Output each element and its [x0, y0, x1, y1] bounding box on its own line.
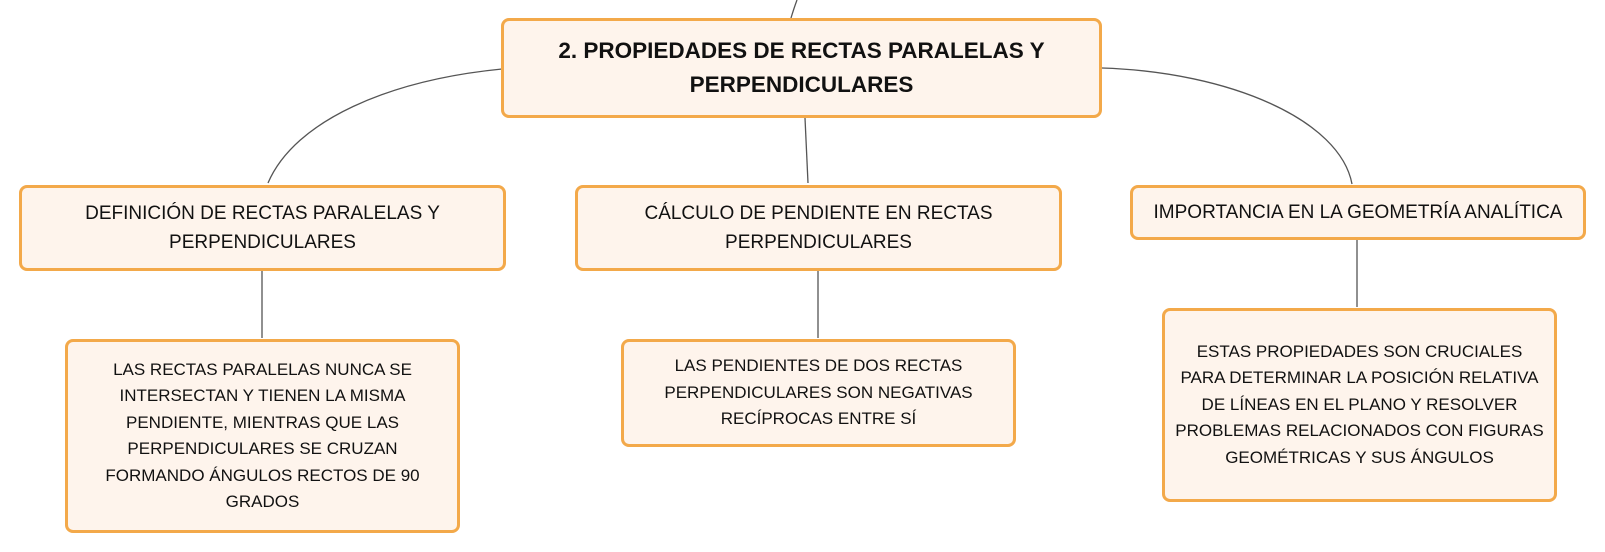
detail-node-text: LAS RECTAS PARALELAS NUNCA SE INTERSECTAN Y TIENEN LA MISMA PENDIENTE, MIENTRAS QUE LAS PERPENDICULARES SE CRUZAN FORMANDO ÁNGULOS RECTOS DE 90 GRADOS — [105, 359, 420, 511]
detail-node-importancia[interactable] — [1162, 308, 1557, 502]
branch-node-label: DEFINICIÓN DE RECTAS PARALELAS Y PERPENDICULARES — [85, 203, 440, 253]
detail-node-definicion[interactable] — [65, 339, 460, 533]
connector-root-to-branch-2 — [805, 118, 808, 183]
connector-root-to-branch-3 — [1102, 68, 1352, 184]
branch-node-label: CÁLCULO DE PENDIENTE EN RECTAS PERPENDICULARES — [644, 203, 993, 253]
branch-node-label: IMPORTANCIA EN LA GEOMETRÍA ANALÍTICA — [1153, 202, 1563, 223]
branch-node-definicion[interactable] — [19, 185, 506, 271]
root-node[interactable] — [501, 18, 1102, 118]
branch-node-calculo[interactable] — [575, 185, 1062, 271]
branch-node-importancia[interactable] — [1130, 185, 1586, 240]
detail-node-text: ESTAS PROPIEDADES SON CRUCIALES PARA DETERMINAR LA POSICIÓN RELATIVA DE LÍNEAS EN EL PLANO Y RESOLVER PROBLEMAS RELACIONADOS CON FIGURAS GEOMÉTRICAS Y SUS ÁNGULOS — [1175, 341, 1544, 467]
root-node-label: 2. PROPIEDADES DE RECTAS PARALELAS Y PERPENDICULARES — [558, 38, 1045, 97]
connector-parent-to-root — [791, 0, 797, 18]
detail-node-text: LAS PENDIENTES DE DOS RECTAS PERPENDICULARES SON NEGATIVAS RECÍPROCAS ENTRE SÍ — [664, 356, 973, 429]
detail-node-calculo[interactable] — [621, 339, 1016, 447]
connector-root-to-branch-1 — [268, 69, 502, 183]
